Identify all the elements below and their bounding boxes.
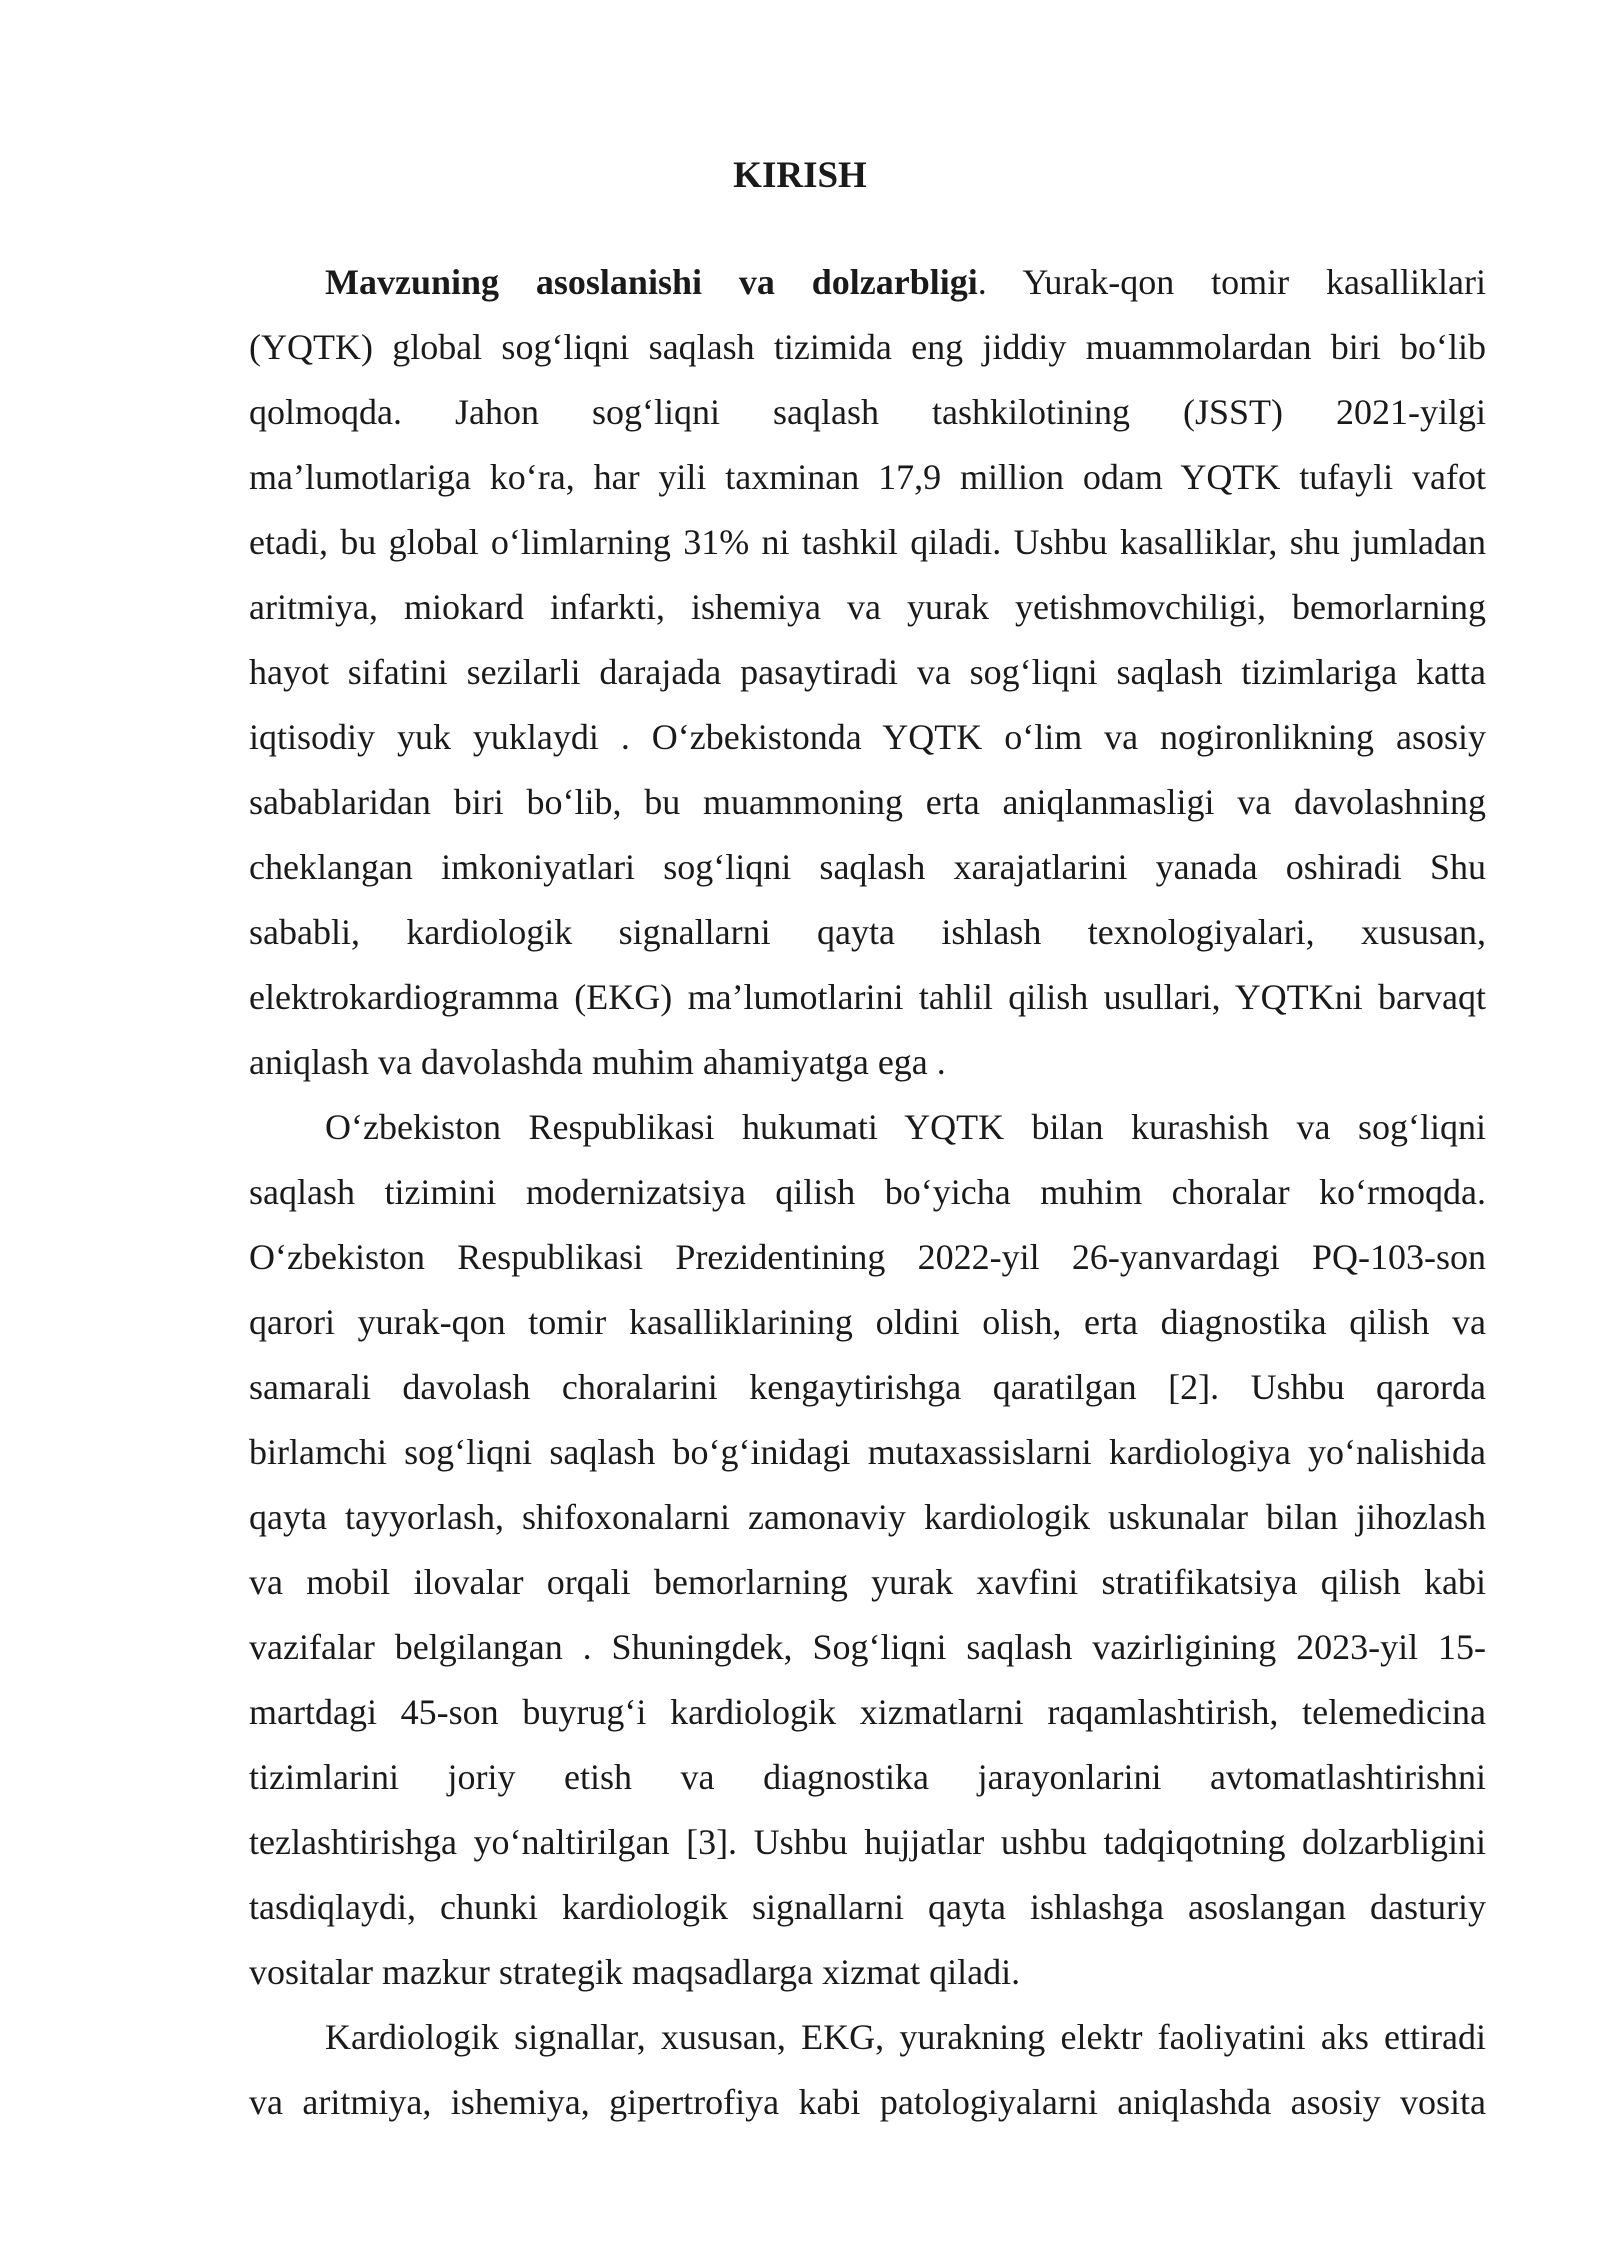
section-lead: Mavzuning asoslanishi va dolzarbligi bbox=[325, 262, 978, 302]
text-line: sababli, kardiologik signallarni qayta ishlash texnologiyalari, xususan, bbox=[249, 912, 1486, 952]
text-line: qarori yurak-qon tomir kasalliklarining oldini olish, erta diagnostika qilish va bbox=[249, 1302, 1486, 1342]
paragraph-cardiac-signals bbox=[249, 2005, 1486, 2135]
text-line: vazifalar belgilangan . Shuningdek, Sog‘liqni saqlash vazirligining 2023-yil 15- bbox=[249, 1627, 1486, 1667]
text-line: iqtisodiy yuk yuklaydi . O‘zbekistonda YQTK o‘lim va nogironlikning asosiy bbox=[249, 717, 1486, 757]
text-line: qayta tayyorlash, shifoxonalarni zamonaviy kardiologik uskunalar bilan jihozlash bbox=[249, 1497, 1486, 1537]
text-line: Mavzuning asoslanishi va dolzarbligi. Yurak-qon tomir kasalliklari bbox=[325, 262, 1486, 302]
text-line: tizimlarini joriy etish va diagnostika jarayonlarini avtomatlashtirishni bbox=[249, 1757, 1486, 1797]
text-line: sabablaridan biri bo‘lib, bu muammoning erta aniqlanmasligi va davolashning bbox=[249, 782, 1486, 822]
text-line: O‘zbekiston Respublikasi Prezidentining 2022-yil 26-yanvardagi PQ-103-son bbox=[249, 1237, 1486, 1277]
document-body bbox=[249, 250, 1486, 2135]
text-line: va aritmiya, ishemiya, gipertrofiya kabi patologiyalarni aniqlashda asosiy vosita bbox=[249, 2082, 1486, 2122]
text-line: aritmiya, miokard infarkti, ishemiya va yurak yetishmovchiligi, bemorlarning bbox=[249, 587, 1486, 627]
text-line: O‘zbekiston Respublikasi hukumati YQTK bilan kurashish va sog‘liqni bbox=[325, 1107, 1486, 1147]
paragraph-government-measures bbox=[249, 1095, 1486, 2005]
text-line: (YQTK) global sog‘liqni saqlash tizimida eng jiddiy muammolardan biri bo‘lib bbox=[249, 327, 1486, 367]
text-line: ma’lumotlariga ko‘ra, har yili taxminan 17,9 million odam YQTK tufayli vafot bbox=[249, 457, 1486, 497]
text-line: cheklangan imkoniyatlari sog‘liqni saqlash xarajatlarini yanada oshiradi Shu bbox=[249, 847, 1486, 887]
text-line: elektrokardiogramma (EKG) ma’lumotlarini tahlil qilish usullari, YQTKni barvaqt bbox=[249, 977, 1486, 1017]
text-line: aniqlash va davolashda muhim ahamiyatga ega . bbox=[249, 1042, 946, 1082]
text-line: qolmoqda. Jahon sog‘liqni saqlash tashkilotining (JSST) 2021-yilgi bbox=[249, 392, 1486, 432]
text-line: va mobil ilovalar orqali bemorlarning yurak xavfini stratifikatsiya qilish kabi bbox=[249, 1562, 1486, 1602]
text-line: vositalar mazkur strategik maqsadlarga xizmat qiladi. bbox=[249, 1952, 1021, 1992]
text-line: birlamchi sog‘liqni saqlash bo‘g‘inidagi mutaxassislarni kardiologiya yo‘nalishida bbox=[249, 1432, 1486, 1472]
text-line: hayot sifatini sezilarli darajada pasaytiradi va sog‘liqni saqlash tizimlariga katta bbox=[249, 652, 1486, 692]
text-line: tasdiqlaydi, chunki kardiologik signallarni qayta ishlashga asoslangan dasturiy bbox=[249, 1887, 1486, 1927]
text-line: etadi, bu global o‘limlarning 31% ni tashkil qiladi. Ushbu kasalliklar, shu jumladan bbox=[249, 522, 1486, 562]
text-line: tezlashtirishga yo‘naltirilgan [3]. Ushbu hujjatlar ushbu tadqiqotning dolzarbligini bbox=[249, 1822, 1486, 1862]
text-line: saqlash tizimini modernizatsiya qilish bo‘yicha muhim choralar ko‘rmoqda. bbox=[249, 1172, 1486, 1212]
text-line: martdagi 45-son buyrug‘i kardiologik xizmatlarni raqamlashtirish, telemedicina bbox=[249, 1692, 1486, 1732]
page-title: KIRISH bbox=[733, 155, 867, 196]
paragraph-relevance bbox=[249, 250, 1486, 1095]
text-line: Kardiologik signallar, xususan, EKG, yurakning elektr faoliyatini aks ettiradi bbox=[325, 2017, 1486, 2057]
text-line: samarali davolash choralarini kengaytirishga qaratilgan [2]. Ushbu qarorda bbox=[249, 1367, 1486, 1407]
